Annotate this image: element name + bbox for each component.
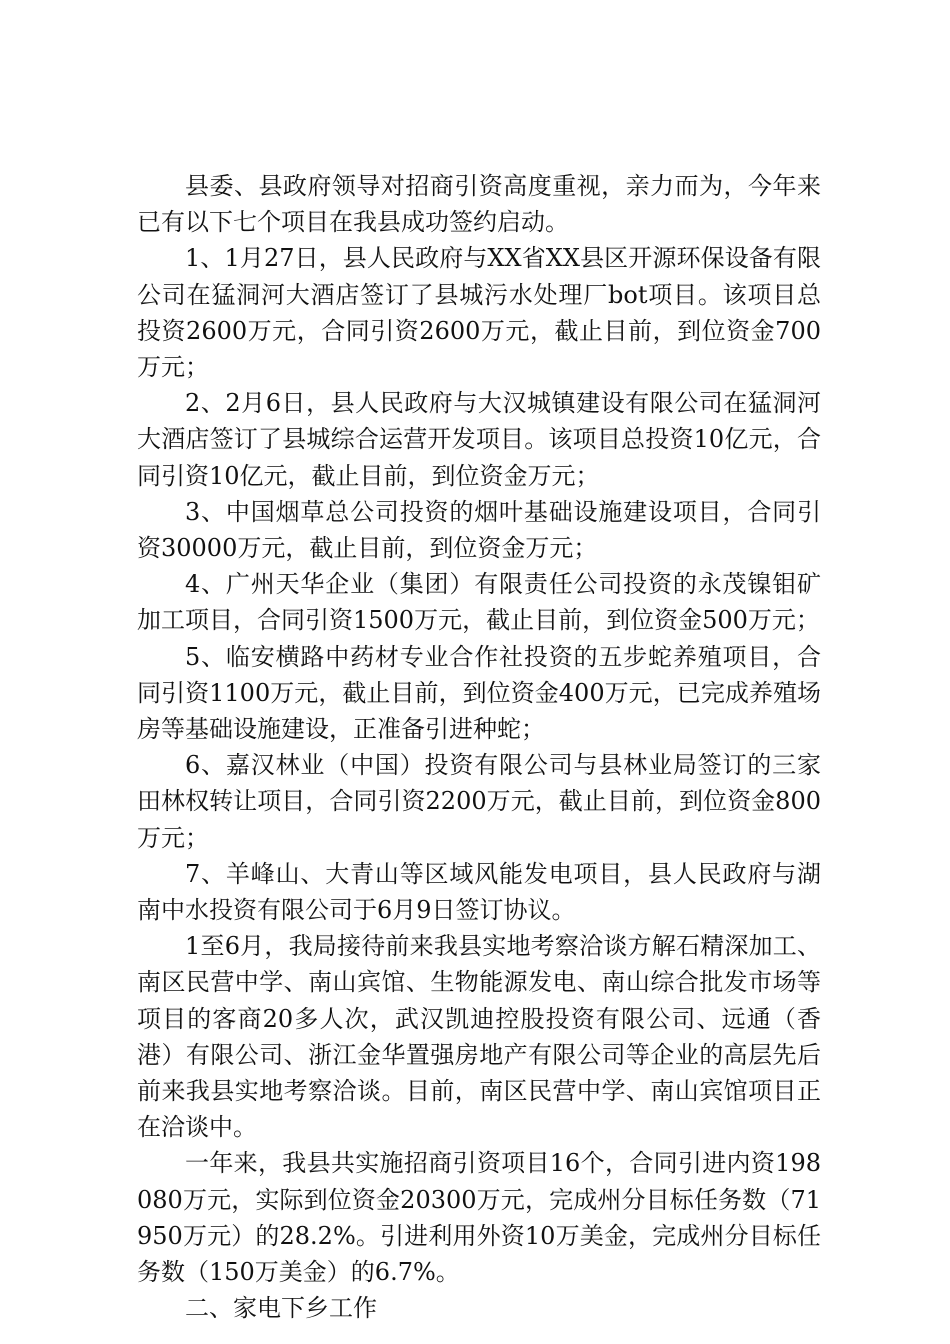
paragraph-intro: 县委、县政府领导对招商引资高度重视，亲力而为，今年来已有以下七个项目在我县成功签约启动。	[137, 172, 821, 237]
paragraph-item-4: 4、广州天华企业（集团）有限责任公司投资的永茂镍钼矿加工项目，合同引资1500万元，截止目前，到位资金500万元；	[137, 570, 821, 635]
paragraph-item-7: 7、羊峰山、大青山等区域风能发电项目，县人民政府与湖南中水投资有限公司于6月9日签订协议。	[137, 859, 821, 925]
document-body	[137, 168, 821, 1327]
paragraph-item-5: 5、临安横路中药材专业合作社投资的五步蛇养殖项目，合同引资1100万元，截止目前，到位资金400万元，已完成养殖场房等基础设施建设，正准备引进种蛇；	[137, 642, 821, 744]
paragraph-item-2: 2、2月6日，县人民政府与大汉城镇建设有限公司在猛洞河大酒店签订了县城综合运营开发项目。该项目总投资10亿元，合同引资10亿元，截止目前，到位资金万元；	[137, 389, 821, 490]
section-heading: 二、家电下乡工作	[185, 1294, 377, 1323]
paragraph-visits: 1至6月，我局接待前来我县实地考察洽谈方解石精深加工、南区民营中学、南山宾馆、生物能源发电、南山综合批发市场等项目的客商20多人次，武汉凯迪控股投资有限公司、远通（香港）有限公司、浙江金华置强房地产有限公司等企业的高层先后前来我县实地考察洽谈。目前，南区民营中学、南山宾馆项目正在洽谈中。	[137, 932, 821, 1142]
paragraph-item-3: 3、中国烟草总公司投资的烟叶基础设施建设项目，合同引资30000万元，截止目前，到位资金万元；	[137, 497, 821, 563]
paragraph-item-6: 6、嘉汉林业（中国）投资有限公司与县林业局签订的三家田林权转让项目，合同引资2200万元，截止目前，到位资金800万元；	[137, 751, 821, 852]
paragraph-annual-summary: 一年来，我县共实施招商引资项目16个，合同引进内资198080万元，实际到位资金20300万元，完成州分目标任务数（71950万元）的28.2%。引进利用外资10万美金，完成州分目标任务数（150万美金）的6.7%。	[137, 1149, 821, 1287]
paragraph-item-1: 1、1月27日，县人民政府与XX省XX县区开源环保设备有限公司在猛洞河大酒店签订了县城污水处理厂bot项目。该项目总投资2600万元，合同引资2600万元，截止目前，到位资金700万元；	[137, 244, 821, 382]
